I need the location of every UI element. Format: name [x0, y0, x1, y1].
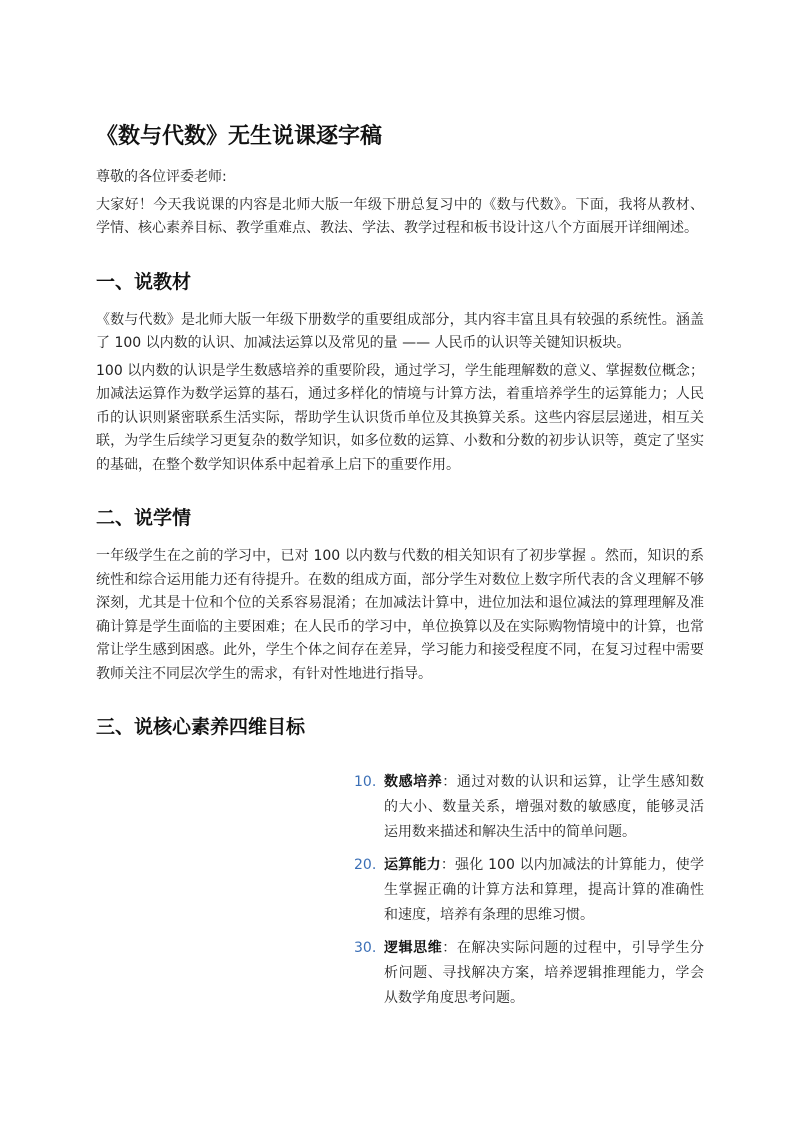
list-number: 30. [354, 940, 377, 956]
core-goals-list [354, 770, 704, 1019]
section-heading-goals: 三、说核心素养四维目标 [96, 716, 306, 738]
document-title: 《数与代数》无生说课逐字稿 [96, 124, 383, 149]
goal-term: 逻辑思维 [384, 940, 443, 956]
list-number: 20. [354, 857, 377, 873]
section-heading-textbook: 一、说教材 [96, 270, 192, 293]
intro-paragraph: 大家好！今天我说课的内容是北师大版一年级下册总复习中的《数与代数》。下面，我将从教材、学情、核心素养目标、教学重难点、教法、学法、教学过程和板书设计这八个方面展开详细阐述。 [96, 196, 704, 236]
textbook-paragraph-2: 100 以内数的认识是学生数感培养的重要阶段，通过学习，学生能理解数的意义、掌握数位概念；加减法运算作为数学运算的基石，通过多样化的情境与计算方法，着重培养学生的运算能力；人民币的认识则紧密联系生活实际，帮助学生认识货币单位及其换算关系。这些内容层层递进，相互关联，为学生后续学习更复杂的数学知识，如多位数的运算、小数和分数的初步认识等，奠定了坚实的基础，在整个数学知识体系中起着承上启下的重要作用。 [96, 362, 704, 473]
goal-item-logical-thinking [354, 936, 704, 1011]
students-paragraph: 一年级学生在之前的学习中，已对 100 以内数与代数的相关知识有了初步掌握 。然而，知识的系统性和综合运用能力还有待提升。在数的组成方面，部分学生对数位上数字所代表的含义理解不够深刻，尤其是十位和个位的关系容易混淆；在加减法计算中，进位加法和退位减法的算理理解及准确计算是学生面临的主要困难；在人民币的学习中，单位换算以及在实际购物情境中的计算，也常常让学生感到困惑。此外，学生个体之间存在差异，学习能力和接受程度不同，在复习过程中需要教师关注不同层次学生的需求，有针对性地进行指导。 [96, 548, 704, 682]
salutation: 尊敬的各位评委老师: [96, 169, 227, 185]
goal-text: ：通过对数的认识和运算，让学生感知数的大小、数量关系，增强对数的敏感度，能够灵活运用数来描述和解决生活中的简单问题。 [384, 774, 705, 840]
document-page [96, 120, 705, 1006]
section-heading-students: 二、说学情 [96, 507, 192, 529]
goal-text: ：强化 100 以内加减法的计算能力，使学生掌握正确的计算方法和算理，提高计算的准确性和速度，培养有条理的思维习惯。 [384, 857, 705, 923]
goal-item-number-sense [354, 770, 704, 845]
goal-text: ：在解决实际问题的过程中，引导学生分析问题、寻找解决方案，培养逻辑推理能力，学会从数学角度思考问题。 [384, 940, 705, 1006]
goal-term: 运算能力 [384, 857, 441, 873]
textbook-paragraph-1: 《数与代数》是北师大版一年级下册数学的重要组成部分，其内容丰富且具有较强的系统性。涵盖了 100 以内数的认识、加减法运算以及常见的量 —— 人民币的认识等关键知识板块。 [96, 311, 704, 351]
goal-item-computation [354, 853, 704, 928]
list-number: 10. [354, 774, 377, 790]
goal-term: 数感培养 [384, 774, 443, 790]
